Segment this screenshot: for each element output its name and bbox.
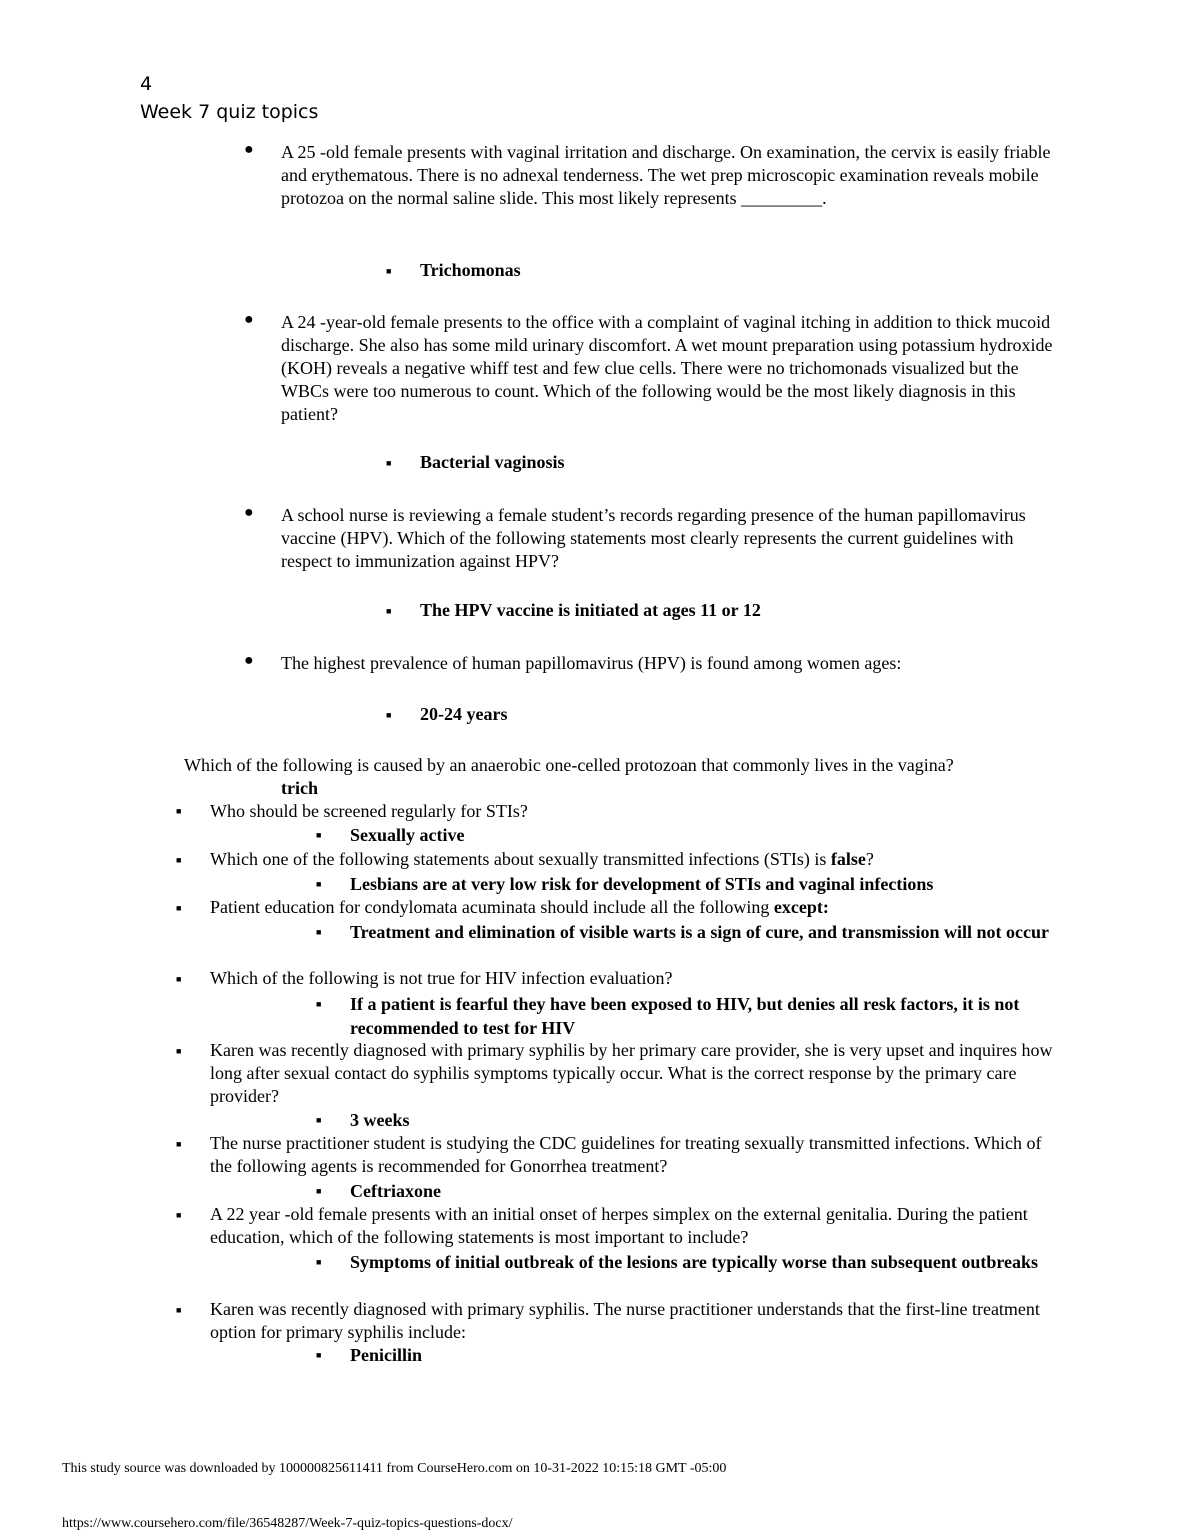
answer-text: 3 weeks [350,1110,410,1130]
square-bullet-icon: ■ [386,606,392,616]
answer-text: Ceftriaxone [350,1181,441,1201]
question-text: Which of the following is not true for HIV infection evaluation? [210,968,673,988]
question-text: Who should be screened regularly for STIs? [210,801,528,821]
question-text: A 25 -old female presents with vaginal irritation and discharge. On examination, the cervix is easily friable and erythematous. There is no adnexal tenderness. The wet prep microscopic examination reveals mobile protozoa on the normal saline slide. This most likely represents _________. [281,142,1051,208]
question-text: A 22 year -old female presents with an initial onset of herpes simplex on the external genitalia. During the patient education, which of the following statements is most important to include? [210,1204,1028,1247]
square-bullet-icon: ■ [316,1257,322,1267]
question-emphasis: except: [773,897,829,917]
answer-text: Sexually active [350,825,465,845]
square-bullet-icon: ■ [176,903,182,913]
square-bullet-icon: ■ [316,1350,322,1360]
page-title: Week 7 quiz topics [140,101,319,123]
answer-text: Symptoms of initial outbreak of the lesions are typically worse than subsequent outbreaks [350,1252,1039,1272]
question-text [210,896,1060,919]
bullet-icon: ● [244,311,254,328]
square-bullet-icon: ■ [176,1139,182,1149]
square-bullet-icon: ■ [176,1210,182,1220]
square-bullet-icon: ■ [316,830,322,840]
bullet-icon: ● [244,141,254,158]
download-notice: This study source was downloaded by 100000825611411 from CourseHero.com on 10-31-2022 10:15:18 GMT -05:00 [62,1461,727,1476]
question-text: Karen was recently diagnosed with primary syphilis. The nurse practitioner understands that the first-line treatment option for primary syphilis include: [210,1299,1040,1342]
question-emphasis: false [830,849,866,869]
square-bullet-icon: ■ [176,1046,182,1056]
question-text: A school nurse is reviewing a female student’s records regarding presence of the human papillomavirus vaccine (HPV). Which of the following statements most clearly represents the current guidelines with respect to immunization against HPV? [281,505,1026,571]
square-bullet-icon: ■ [386,710,392,720]
source-url[interactable]: https://www.coursehero.com/file/36548287/Week-7-quiz-topics-questions-docx/ [62,1516,513,1531]
question-text [210,848,1060,871]
question-text: Karen was recently diagnosed with primary syphilis by her primary care provider, she is very upset and inquires how long after sexual contact do syphilis symptoms typically occur. What is the correct response by the primary care provider? [210,1040,1053,1106]
answer-text: Lesbians are at very low risk for development of STIs and vaginal infections [350,874,934,894]
answer-text: Trichomonas [420,260,521,280]
question-text-part: Patient education for condylomata acuminata should include all the following [210,897,774,917]
question-text: A 24 -year-old female presents to the office with a complaint of vaginal itching in addition to thick mucoid discharge. She also has some mild urinary discomfort. A wet mount preparation using potassium hydroxide (KOH) reveals a negative whiff test and few clue cells. There were no trichomonads visualized but the WBCs were too numerous to count. Which of the following would be the most likely diagnosis in this patient? [281,312,1053,424]
square-bullet-icon: ■ [316,999,322,1009]
answer-text: If a patient is fearful they have been exposed to HIV, but denies all resk factors, it is not recommended to test for HIV [350,994,1020,1038]
answer-text: 20-24 years [420,704,508,724]
intro-answer: trich [281,778,318,798]
answer-text: Penicillin [350,1345,422,1365]
square-bullet-icon: ■ [316,879,322,889]
answer-text: The HPV vaccine is initiated at ages 11 or 12 [420,600,761,620]
square-bullet-icon: ■ [316,927,322,937]
question-text-part: ? [865,849,874,869]
question-text: The highest prevalence of human papillomavirus (HPV) is found among women ages: [281,653,902,673]
square-bullet-icon: ■ [316,1186,322,1196]
square-bullet-icon: ■ [176,855,182,865]
square-bullet-icon: ■ [386,266,392,276]
answer-text: Bacterial vaginosis [420,452,565,472]
square-bullet-icon: ■ [316,1115,322,1125]
question-text: The nurse practitioner student is studying the CDC guidelines for treating sexually transmitted infections. Which of the following agents is recommended for Gonorrhea treatment? [210,1133,1042,1176]
square-bullet-icon: ■ [176,1305,182,1315]
square-bullet-icon: ■ [386,458,392,468]
square-bullet-icon: ■ [176,806,182,816]
bullet-icon: ● [244,504,254,521]
page-number: 4 [140,73,153,95]
question-text-part: Which one of the following statements about sexually transmitted infections (STIs) is [210,849,831,869]
bullet-icon: ● [244,652,254,669]
answer-text: Treatment and elimination of visible warts is a sign of cure, and transmission will not occur [350,922,1050,942]
square-bullet-icon: ■ [176,974,182,984]
intro-question: Which of the following is caused by an anaerobic one-celled protozoan that commonly lives in the vagina? [184,755,954,775]
